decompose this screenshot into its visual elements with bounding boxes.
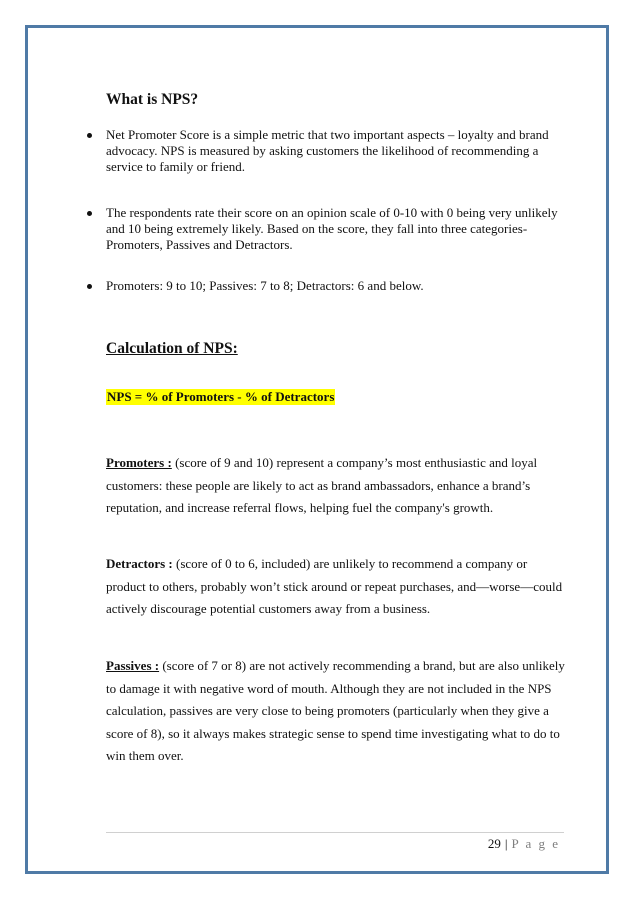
section-heading-what-is-nps: What is NPS? [106,91,199,108]
detractors-text: (score of 0 to 6, included) are unlikely to recommend a company or product to others, probably won’t stick around or repeat purchases, and—worse—could actively discourage potential customers away from a business. [106,556,563,616]
promoters-text: (score of 9 and 10) represent a company’s most enthusiastic and loyal customers: these people are likely to act as brand ambassadors, enhance a brand’s reputation, and increase referral flows, helping fuel the company's growth. [106,455,538,515]
page-footer [488,836,560,852]
promoters-paragraph [106,452,568,520]
bullet-icon [87,211,92,216]
bullet-item-1 [106,127,566,175]
bullet-text: Promoters: 9 to 10; Passives: 7 to 8; Detractors: 6 and below. [106,278,424,293]
detractors-term: Detractors : [106,556,173,571]
footer-separator: | [504,836,508,851]
passives-term: Passives : [106,658,160,673]
section-heading-calculation: Calculation of NPS: [106,340,238,357]
bullet-text: Net Promoter Score is a simple metric that two important aspects – loyalty and brand advocacy. NPS is measured by asking customers the likelihood of recommending a service to family or friend. [106,127,549,174]
bullet-icon [87,284,92,289]
promoters-term: Promoters : [106,455,172,470]
bullet-icon [87,133,92,138]
bullet-text: The respondents rate their score on an opinion scale of 0-10 with 0 being very unlikely and 10 being extremely likely. Based on the score, they fall into three categories- Promoters, Passives and Detractors. [106,205,558,252]
footer-divider [106,832,564,833]
detractors-paragraph [106,553,568,621]
bullet-item-3 [106,278,566,294]
bullet-item-2 [106,205,566,253]
nps-formula: NPS = % of Promoters - % of Detractors [107,389,335,404]
page-label: P a g e [511,836,560,851]
passives-paragraph [106,655,568,768]
passives-text: (score of 7 or 8) are not actively recommending a brand, but are also unlikely to damage it with negative word of mouth. Although they are not included in the NPS calculation, passives are very close to being promoters (particularly when they give a score of 8), so it always makes strategic sense to spend time investigating what to do to win them over. [106,658,565,763]
page-number: 29 [487,836,501,851]
